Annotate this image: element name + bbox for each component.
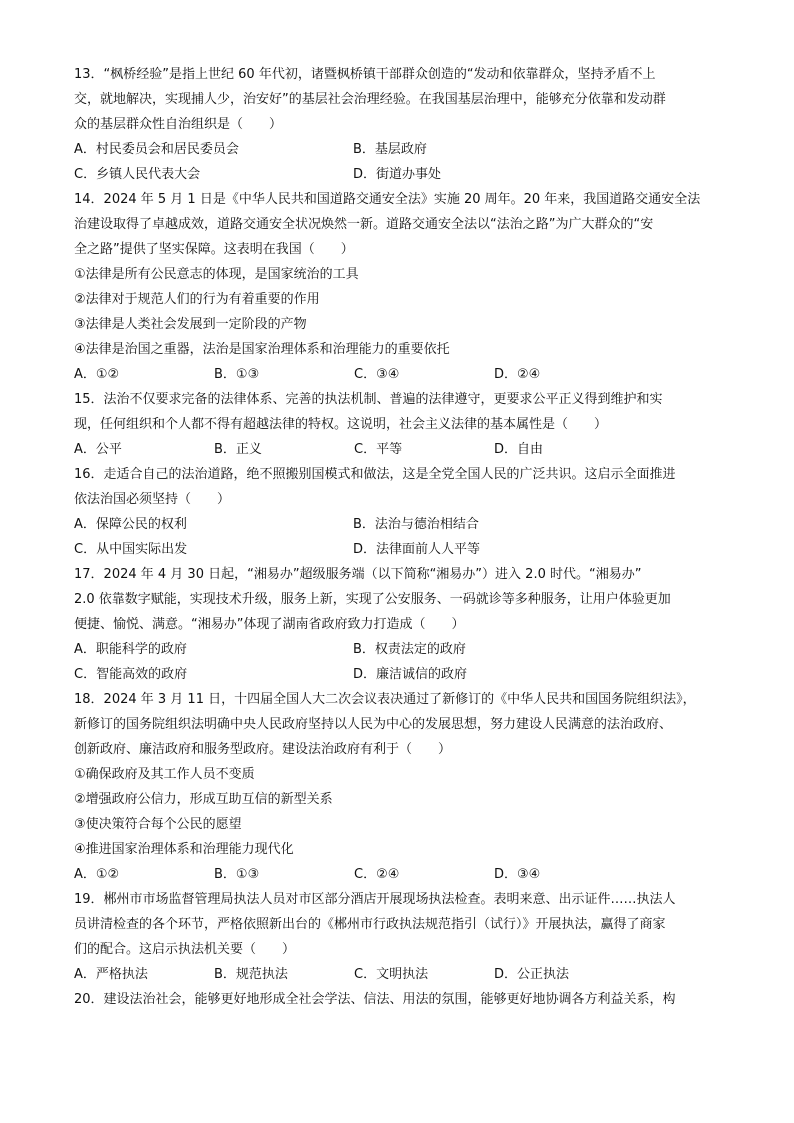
option-b[interactable]: B．法治与德治相结合 — [353, 517, 479, 532]
option-d[interactable]: D．③④ — [494, 867, 541, 882]
statement-4: ④法律是治国之重器，法治是国家治理体系和治理能力的重要依托 — [74, 342, 450, 357]
options-row — [74, 162, 724, 187]
option-d[interactable]: D．街道办事处 — [353, 167, 442, 182]
option-c[interactable]: C．从中国实际出发 — [74, 542, 188, 557]
question-20 — [74, 987, 724, 1012]
options-row — [74, 662, 724, 687]
options-row — [74, 537, 724, 562]
options-row — [74, 637, 724, 662]
question-stem-line: 治建设取得了卓越成效，道路交通安全状况焕然一新。道路交通安全法以“法治之路”为广大群众的“安 — [74, 217, 654, 232]
option-c[interactable]: C．②④ — [354, 867, 400, 882]
question-14 — [74, 187, 724, 387]
option-d[interactable]: D．自由 — [494, 442, 544, 457]
option-d[interactable]: D．法律面前人人平等 — [353, 542, 481, 557]
question-stem-line: 20．建设法治社会，能够更好地形成全社会学法、信法、用法的氛围，能够更好地协调各方利益关系，构 — [74, 992, 676, 1007]
question-stem-line: 现，任何组织和个人都不得有超越法律的特权。这说明，社会主义法律的基本属性是（ ） — [74, 417, 608, 432]
question-stem-line: 18．2024 年 3 月 11 日，十四届全国人大二次会议表决通过了新修订的《中华人民共和国国务院组织法》， — [74, 692, 696, 707]
option-c[interactable]: C．文明执法 — [354, 967, 429, 982]
option-c[interactable]: C．乡镇人民代表大会 — [74, 167, 201, 182]
statement-2: ②增强政府公信力，形成互助互信的新型关系 — [74, 792, 333, 807]
statement-4: ④推进国家治理体系和治理能力现代化 — [74, 842, 294, 857]
statement-3: ③法律是人类社会发展到一定阶段的产物 — [74, 317, 307, 332]
option-b[interactable]: B．基层政府 — [353, 142, 427, 157]
option-a[interactable]: A．职能科学的政府 — [74, 642, 187, 657]
option-c[interactable]: C．③④ — [354, 367, 400, 382]
question-stem-line: 便捷、愉悦、满意。“湘易办”体现了湖南省政府致力打造成（ ） — [74, 617, 465, 632]
option-a[interactable]: A．①② — [74, 367, 120, 382]
statement-1: ①法律是所有公民意志的体现，是国家统治的工具 — [74, 267, 359, 282]
question-stem-line: 13．“枫桥经验”是指上世纪 60 年代初，诸暨枫桥镇干部群众创造的“发动和依靠群众，坚持矛盾不上 — [74, 67, 656, 82]
question-16 — [74, 462, 724, 562]
question-17 — [74, 562, 724, 687]
question-18 — [74, 687, 724, 887]
question-stem-line: 14．2024 年 5 月 1 日是《中华人民共和国道路交通安全法》实施 20 周年。20 年来，我国道路交通安全法 — [74, 192, 701, 207]
question-stem-line: 众的基层群众性自治组织是（ ） — [74, 117, 283, 132]
option-b[interactable]: B．正义 — [214, 442, 262, 457]
question-stem-line: 新修订的国务院组织法明确中央人民政府坚持以人民为中心的发展思想，努力建设人民满意的法治政府、 — [74, 717, 673, 732]
question-stem-line: 2.0 依靠数字赋能，实现技术升级，服务上新，实现了公安服务、一码就诊等多种服务，让用户体验更加 — [74, 592, 671, 607]
statement-3: ③使决策符合每个公民的愿望 — [74, 817, 242, 832]
question-stem-line: 15．法治不仅要求完备的法律体系、完善的执法机制、普遍的法律遵守，更要求公平正义得到维护和实 — [74, 392, 663, 407]
option-d[interactable]: D．廉洁诚信的政府 — [353, 667, 468, 682]
statement-2: ②法律对于规范人们的行为有着重要的作用 — [74, 292, 320, 307]
question-stem-line: 19．郴州市市场监督管理局执法人员对市区部分酒店开展现场执法检查。表明来意、出示证件……执法人 — [74, 892, 676, 907]
option-b[interactable]: B．规范执法 — [214, 967, 288, 982]
options-row — [74, 862, 724, 887]
options-row — [74, 437, 724, 462]
option-c[interactable]: C．平等 — [354, 442, 403, 457]
questions-area — [74, 62, 724, 1012]
options-row — [74, 512, 724, 537]
option-a[interactable]: A．公平 — [74, 442, 122, 457]
option-a[interactable]: A．保障公民的权利 — [74, 517, 187, 532]
question-stem-line: 们的配合。这启示执法机关要（ ） — [74, 942, 296, 957]
question-stem-line: 交，就地解决，实现捕人少，治安好”的基层社会治理经验。在我国基层治理中，能够充分依靠和发动群 — [74, 92, 666, 107]
question-stem-line: 创新政府、廉洁政府和服务型政府。建设法治政府有利于（ ） — [74, 742, 452, 757]
question-stem-line: 全之路”提供了坚实保障。这表明在我国（ ） — [74, 242, 354, 257]
question-stem-line: 依法治国必须坚持（ ） — [74, 492, 231, 507]
option-b[interactable]: B．权责法定的政府 — [353, 642, 466, 657]
option-d[interactable]: D．②④ — [494, 367, 541, 382]
option-a[interactable]: A．严格执法 — [74, 967, 148, 982]
options-row — [74, 362, 724, 387]
question-stem-line: 员讲清检查的各个环节，严格依照新出台的《郴州市行政执法规范指引（试行）》开展执法，赢得了商家 — [74, 917, 666, 932]
question-13 — [74, 62, 724, 187]
question-15 — [74, 387, 724, 462]
option-d[interactable]: D．公正执法 — [494, 967, 570, 982]
question-19 — [74, 887, 724, 987]
options-row — [74, 962, 724, 987]
statement-1: ①确保政府及其工作人员不变质 — [74, 767, 255, 782]
option-b[interactable]: B．①③ — [214, 867, 260, 882]
option-c[interactable]: C．智能高效的政府 — [74, 667, 188, 682]
options-row — [74, 137, 724, 162]
option-a[interactable]: A．①② — [74, 867, 120, 882]
question-stem-line: 17．2024 年 4 月 30 日起，“湘易办”超级服务端（以下简称“湘易办”）进入 2.0 时代。“湘易办” — [74, 567, 642, 582]
option-a[interactable]: A．村民委员会和居民委员会 — [74, 142, 239, 157]
option-b[interactable]: B．①③ — [214, 367, 260, 382]
question-stem-line: 16．走适合自己的法治道路，绝不照搬别国模式和做法，这是全党全国人民的广泛共识。这启示全面推进 — [74, 467, 676, 482]
